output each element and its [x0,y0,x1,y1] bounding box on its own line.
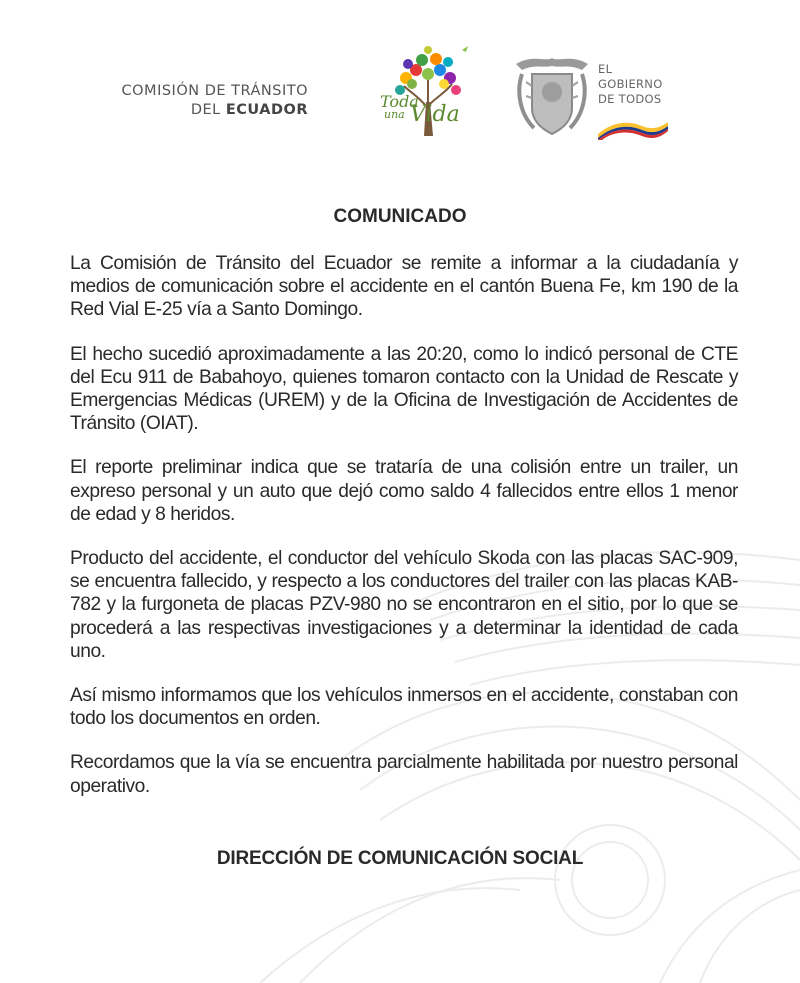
cte-logo-line2: DEL ECUADOR [190,102,308,118]
paragraph: El reporte preliminar indica que se trataría de una colisión entre un trailer, un expreso personal y un auto que dejó como saldo 4 fallecidos entre ellos 1 menor de edad y 8 heridos. [70,457,738,525]
flag-ribbon-icon [598,116,668,140]
toda-una-vida-slogan: Toda una Vida [380,92,460,127]
paragraph: Recordamos que la vía se encuentra parcialmente habilitada por nuestro personal operativo. [70,752,738,797]
paragraph: La Comisión de Tránsito del Ecuador se remite a informar a la ciudadanía y medios de comunicación sobre el accidente en el cantón Buena Fe, km 190 de la Red Vial E-25 vía a Santo Domingo. [70,253,738,321]
ecuador-coat-of-arms-icon [512,52,592,138]
cte-logo [108,82,308,120]
document-body [70,252,738,819]
paragraph: El hecho sucedió aproximadamente a las 20:20, como lo indicó personal de CTE del Ecu 911 de Babahoyo, quienes tomaron contacto con la Unidad de Rescate y Emergencias Médicas (UREM) y de la Oficina de Investigación de Accidentes de Tránsito (OIAT). [70,343,738,435]
signature: DIRECCIÓN DE COMUNICACIÓN SOCIAL [216,848,584,869]
paragraph: Así mismo informamos que los vehículos inmersos en el accidente, constaban con todo los documentos en orden. [70,685,738,730]
document-title: COMUNICADO [333,206,467,227]
gobierno-de-todos-logo: EL GOBIERNO DE TODOS [598,62,663,106]
paragraph: Producto del accidente, el conductor del vehículo Skoda con las placas SAC-909, se encuentra fallecido, y respecto a los conductores del trailer con las placas KAB-782 y la furgoneta de placas PZV-980 no se encontraron en el sitio, por lo que se procederá a las respectivas investigaciones y a determinar la identidad de cada uno. [70,548,738,662]
letterhead [0,0,800,160]
cte-logo-line1: COMISIÓN DE TRÁNSITO [121,83,308,99]
